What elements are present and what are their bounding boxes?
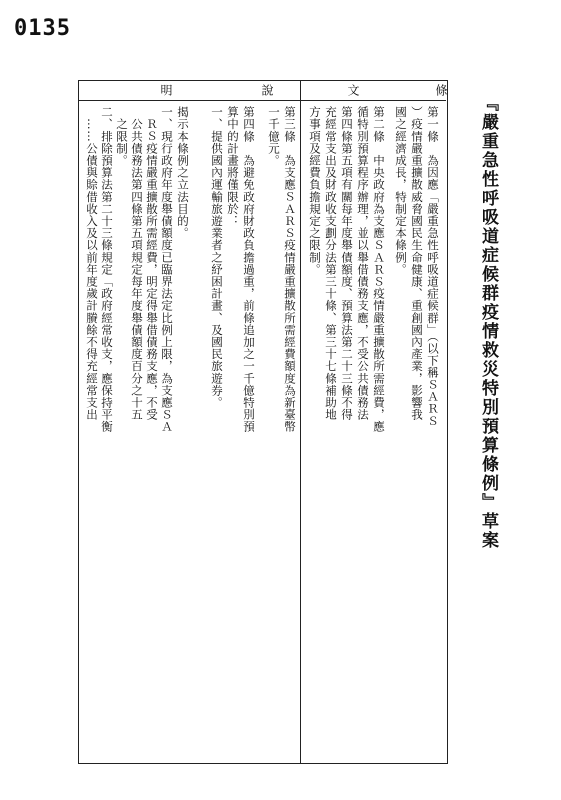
article-3-line-1: 第三條 為支應ＳＡＲＳ疫情嚴重擴散所需經費額度為新臺幣 <box>283 106 297 433</box>
article-4-line-1: 第四條 為避免政府財政負擔過重，前條追加之一千億特別預 <box>242 106 256 433</box>
explanation-2-line-1: 二、排除預算法第二十三條規定「政府經常收支，應保持平衡 <box>100 106 114 433</box>
article-2-line-2: 循特別預算程序辦理，並以舉借債務支應，不受公共債務法 <box>356 106 370 421</box>
explanation-1-line-1: 一、現行政府年度舉債額度已臨界法定比例上限，為支應ＳＡ <box>160 106 174 433</box>
header-explain-1: 說 <box>260 84 274 96</box>
article-1-line-3: 國之經濟成長，特制定本條例。 <box>394 106 408 276</box>
explanation-intro: 揭示本條例之立法目的。 <box>176 106 190 240</box>
article-3-line-2: 一千億元。 <box>267 106 281 167</box>
explanation-1-line-3: 公共債務法第四條第五項規定每年度舉債額度百分之十五 <box>130 106 144 421</box>
article-4-line-3: 一、提供國內運輸旅遊業者之紓困計畫、及國民旅遊券。 <box>210 106 224 409</box>
explanation-1-line-2: ＲＳ疫情嚴重擴散所需經費，明定得舉借債務支應，不受 <box>145 106 159 421</box>
article-2-line-3: 第四條第五項有關每年度舉債額度、預算法第二十三條不得 <box>340 106 354 421</box>
article-1-line-2: ）疫情嚴重擴散威脅國民生命健康、重創國內產業，影響我 <box>410 106 424 421</box>
explanation-1-line-4: 之限制。 <box>115 106 129 167</box>
document-title: 『嚴重急性呼吸道症候群疫情救災特別預算條例』草案 <box>478 94 498 550</box>
article-2-line-5: 方事項及經費負擔規定之限制。 <box>308 106 322 276</box>
article-2-line-4: 充經常支出及財政收支劃分法第三十條、第三十七條補助地 <box>324 106 338 421</box>
header-article: 條 <box>434 84 448 96</box>
article-2-line-1: 第二條 中央政府為支應ＳＡＲＳ疫情嚴重擴散所需經費，應 <box>372 106 386 433</box>
header-divider <box>78 100 446 101</box>
header-explain-2: 明 <box>159 84 173 96</box>
article-1-line-1: 第一條 為因應「嚴重急性呼吸道症候群」（以下稱ＳＡＲＳ <box>426 106 440 427</box>
page-number: 0135 <box>14 16 71 41</box>
column-divider <box>300 80 301 763</box>
article-4-line-2: 算中的計畫將僅限於： <box>226 106 240 227</box>
header-text: 文 <box>346 84 360 96</box>
explanation-2-line-2: ……公債與賒借收入及以前年度歲計賸餘不得充經常支出 <box>85 106 99 421</box>
